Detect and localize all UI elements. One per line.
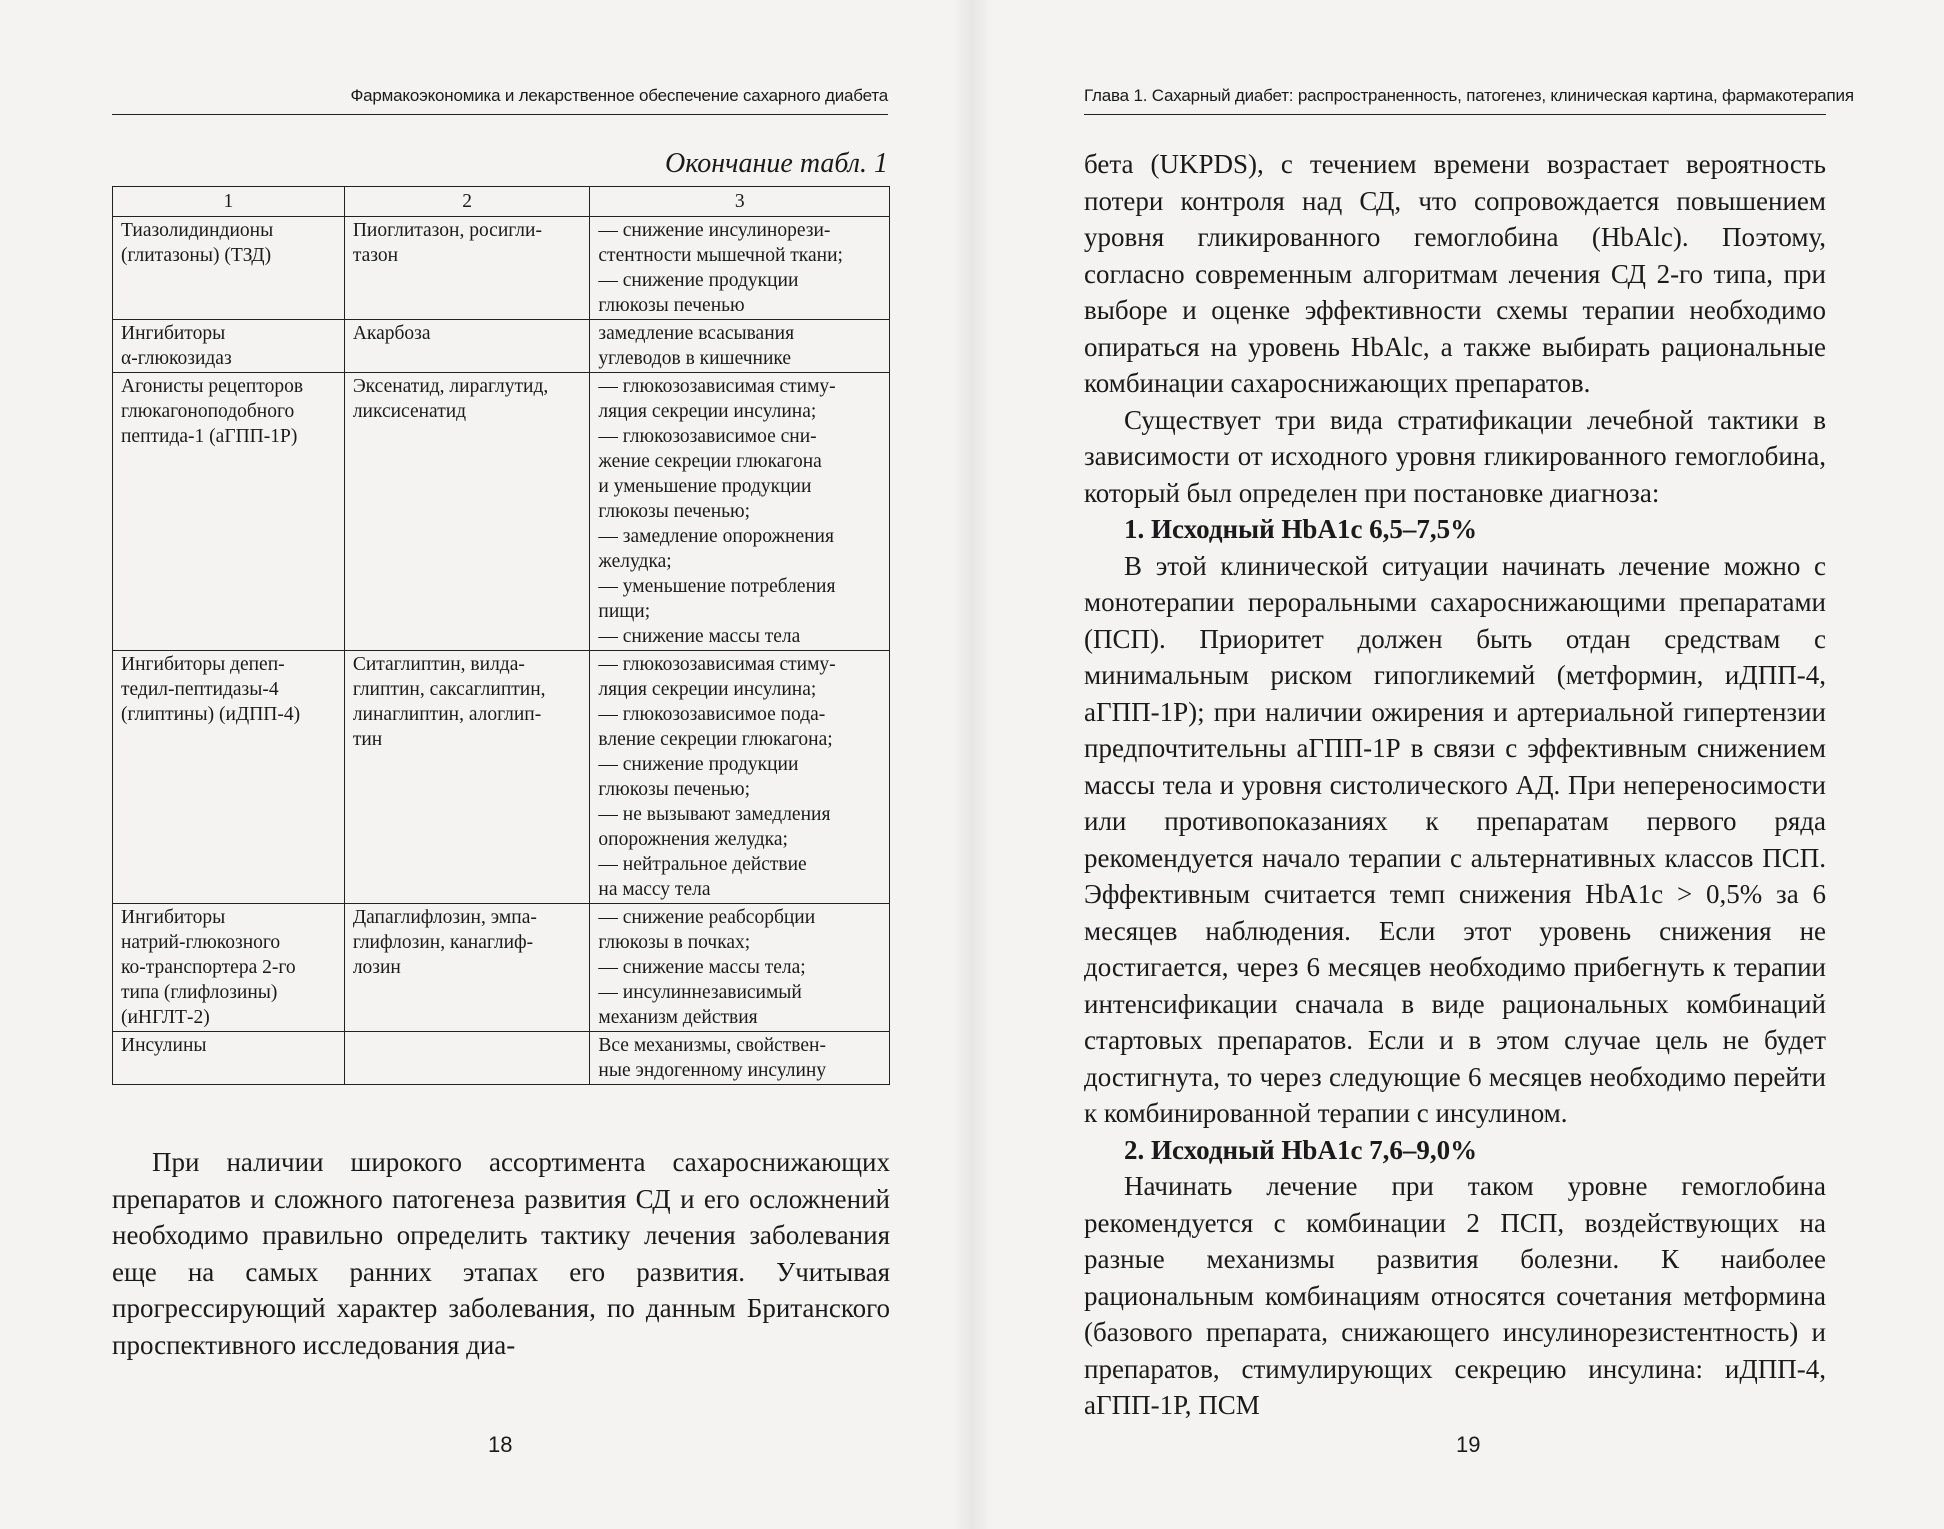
table-cell [113, 1032, 345, 1085]
right-page [972, 0, 1944, 1529]
right-body-text [1084, 146, 1826, 1424]
cell-line: — не вызывают замедления [598, 804, 831, 825]
cell-line: — снижение массы тела; [598, 957, 806, 978]
cell-line: — уменьшение потребления [598, 576, 836, 597]
header-rule [1084, 114, 1826, 115]
section-heading: 2. Исходный HbA1c 7,6–9,0% [1124, 1134, 1478, 1165]
cell-line: желудка; [598, 551, 672, 572]
table-header-cell: 2 [344, 187, 590, 217]
cell-line: Тиазолидиндионы [121, 220, 274, 241]
cell-line: α-глюкозидаз [121, 348, 232, 369]
table-cell [344, 217, 590, 320]
cell-line: Эксенатид, лираглутид, [352, 376, 549, 397]
cell-line: ляция секреции инсулина; [598, 679, 817, 700]
table-cell [590, 1032, 890, 1085]
table-header-row [113, 187, 890, 217]
table-cell [590, 373, 890, 651]
left-body-text [112, 1144, 890, 1363]
running-head: Глава 1. Сахарный диабет: распространенность, патогенез, клиническая картина, фармакотерапия [1084, 86, 1854, 105]
cell-line: Пиоглитазон, росигли- [352, 220, 542, 241]
table-cell [344, 651, 590, 904]
table-cell [344, 373, 590, 651]
cell-line: тин [352, 729, 383, 750]
cell-line: Ингибиторы [121, 907, 226, 928]
cell-line: — снижение продукции [598, 270, 799, 291]
table-cell [113, 651, 345, 904]
cell-line: Акарбоза [352, 323, 431, 344]
table-header-cell: 1 [113, 187, 345, 217]
paragraph: При наличии широкого ассортимента сахароснижающих препаратов и сложного патогенеза развития СД и его осложнений необходимо правильно определить тактику лечения заболевания еще на самых ранних этапах его развития. Учитывая прогрессирующий характер заболевания, по данным Британского проспективного исследования диа- [112, 1147, 890, 1360]
header-rule [112, 114, 888, 115]
cell-line: стентности мышечной ткани; [598, 245, 843, 266]
cell-line: Дапаглифлозин, эмпа- [352, 907, 537, 928]
cell-line: лозин [352, 957, 401, 978]
cell-line: — глюкозозависимое сни- [598, 426, 817, 447]
cell-line: тедил-пептидазы-4 [121, 679, 279, 700]
section-heading: 1. Исходный HbA1c 6,5–7,5% [1124, 514, 1478, 544]
cell-line: на массу тела [598, 879, 711, 900]
table-row [113, 217, 890, 320]
paragraph: бета (UKPDS), с течением времени возрастает вероятность потери контроля над СД, что сопровождается повышением уровня гликированного гемоглобина (HbAlc). Поэтому, согласно современным алгоритмам лечения СД 2-го типа, при выборе и оценке эффективности схемы терапии необходимо опираться на уровень HbAlc, а также выбирать рациональные комбинации сахароснижающих препаратов. [1084, 149, 1826, 398]
cell-line: углеводов в кишечнике [598, 348, 792, 369]
cell-line: механизм действия [598, 1007, 758, 1028]
paragraph: Существует три вида стратификации лечебной тактики в зависимости от исходного уровня гликированного гемоглобина, который был определен при постановке диагноза: [1084, 404, 1826, 508]
table-cell [590, 217, 890, 320]
table-cell [113, 217, 345, 320]
cell-line: глюкозы печенью; [598, 501, 751, 522]
cell-line: (иНГЛТ-2) [121, 1007, 210, 1028]
table-cell [344, 1032, 590, 1085]
cell-line: — снижение инсулинорези- [598, 220, 831, 241]
cell-line: Ингибиторы [121, 323, 226, 344]
page-number: 18 [488, 1432, 513, 1457]
cell-line: ко-транспортера 2-го [121, 957, 296, 978]
cell-line: глиптин, саксаглиптин, [352, 679, 546, 700]
table-cell [344, 320, 590, 373]
cell-line: Все механизмы, свойствен- [598, 1035, 826, 1056]
cell-line: линаглиптин, алоглип- [352, 704, 542, 725]
cell-line: замедление всасывания [598, 323, 795, 344]
cell-line: — замедление опорожнения [598, 526, 834, 547]
cell-line: пептида-1 (аГПП-1Р) [121, 426, 298, 447]
cell-line: жение секреции глюкагона [598, 451, 822, 472]
cell-line: Ингибиторы депеп- [121, 654, 285, 675]
cell-line: — снижение реабсорбции [598, 907, 816, 928]
table-header-cell: 3 [590, 187, 890, 217]
cell-line: натрий-глюкозного [121, 932, 281, 953]
cell-line: глюкозы в почках; [598, 932, 751, 953]
cell-line: — нейтральное действие [598, 854, 807, 875]
cell-line: и уменьшение продукции [598, 476, 812, 497]
cell-line: — глюкозозависимое пода- [598, 704, 826, 725]
table-cell [113, 320, 345, 373]
cell-line: глюкагоноподобного [121, 401, 295, 422]
table-row [113, 651, 890, 904]
cell-line: тазон [352, 245, 399, 266]
cell-line: (глиптины) (иДПП-4) [121, 704, 301, 725]
cell-line: ные эндогенному инсулину [598, 1060, 827, 1081]
cell-line: вление секреции глюкагона; [598, 729, 833, 750]
cell-line: — инсулиннезависимый [598, 982, 802, 1003]
table-cell [590, 320, 890, 373]
table-caption: Окончание табл. 1 [665, 148, 888, 179]
table-cell [590, 651, 890, 904]
cell-line: ляция секреции инсулина; [598, 401, 817, 422]
drug-classes-table [112, 186, 890, 1085]
table-cell [113, 373, 345, 651]
cell-line: глюкозы печенью; [598, 779, 751, 800]
cell-line: типа (глифлозины) [121, 982, 278, 1003]
cell-line: (глитазоны) (ТЗД) [121, 245, 272, 266]
cell-line: глифлозин, канаглиф- [352, 932, 534, 953]
paragraph: Начинать лечение при таком уровне гемоглобина рекомендуется с комбинации 2 ПСП, воздействующих на разные механизмы развития болезни. К наиболее рациональным комбинациям относятся сочетания метформина (базового препарата, снижающего инсулинорезистентность) и препаратов, стимулирующих секрецию инсулина: иДПП-4, аГПП-1Р, ПСМ [1084, 1171, 1826, 1420]
cell-line: Ситаглиптин, вилда- [352, 654, 525, 675]
cell-line: опорожнения желудка; [598, 829, 788, 850]
cell-line: ликсисенатид [352, 401, 467, 422]
cell-line: — снижение продукции [598, 754, 799, 775]
table-cell [113, 904, 345, 1032]
table-row [113, 904, 890, 1032]
cell-line: пищи; [598, 601, 651, 622]
running-head: Фармакоэкономика и лекарственное обеспечение сахарного диабета [350, 86, 888, 105]
table-row [113, 320, 890, 373]
cell-line: Инсулины [121, 1035, 207, 1056]
table-body [113, 217, 890, 1085]
page-number: 19 [1456, 1432, 1481, 1457]
table-row [113, 373, 890, 651]
cell-line: Агонисты рецепторов [121, 376, 304, 397]
table-cell [590, 904, 890, 1032]
cell-line: глюкозы печенью [598, 295, 745, 316]
cell-line: — снижение массы тела [598, 626, 801, 647]
table-row [113, 1032, 890, 1085]
table-cell [344, 904, 590, 1032]
cell-line: — глюкозозависимая стиму- [598, 654, 836, 675]
cell-line: — глюкозозависимая стиму- [598, 376, 836, 397]
paragraph: В этой клинической ситуации начинать лечение можно с монотерапии пероральными сахароснижающими препаратами (ПСП). Приоритет должен быть отдан средствам с минимальным риском гипогликемий (метформин, иДПП-4, аГПП-1Р); при наличии ожирения и артериальной гипертензии предпочтительны аГПП-1Р в связи с эффективным снижением массы тела и уровня систолического АД. При непереносимости или противопоказаниях к препаратам первого ряда рекомендуется начало терапии с альтернативных классов ПСП. Эффективным считается темп снижения HbA1c > 0,5% за 6 месяцев наблюдения. Если этот уровень снижения не достигается, через 6 месяцев необходимо прибегнуть к терапии интенсификации сначала в виде рациональных комбинаций стартовых препаратов. Если и в этом случае цель не будет достигнута, то через следующие 6 месяцев необходимо перейти к комбинированной терапии с инсулином. [1084, 550, 1826, 1128]
